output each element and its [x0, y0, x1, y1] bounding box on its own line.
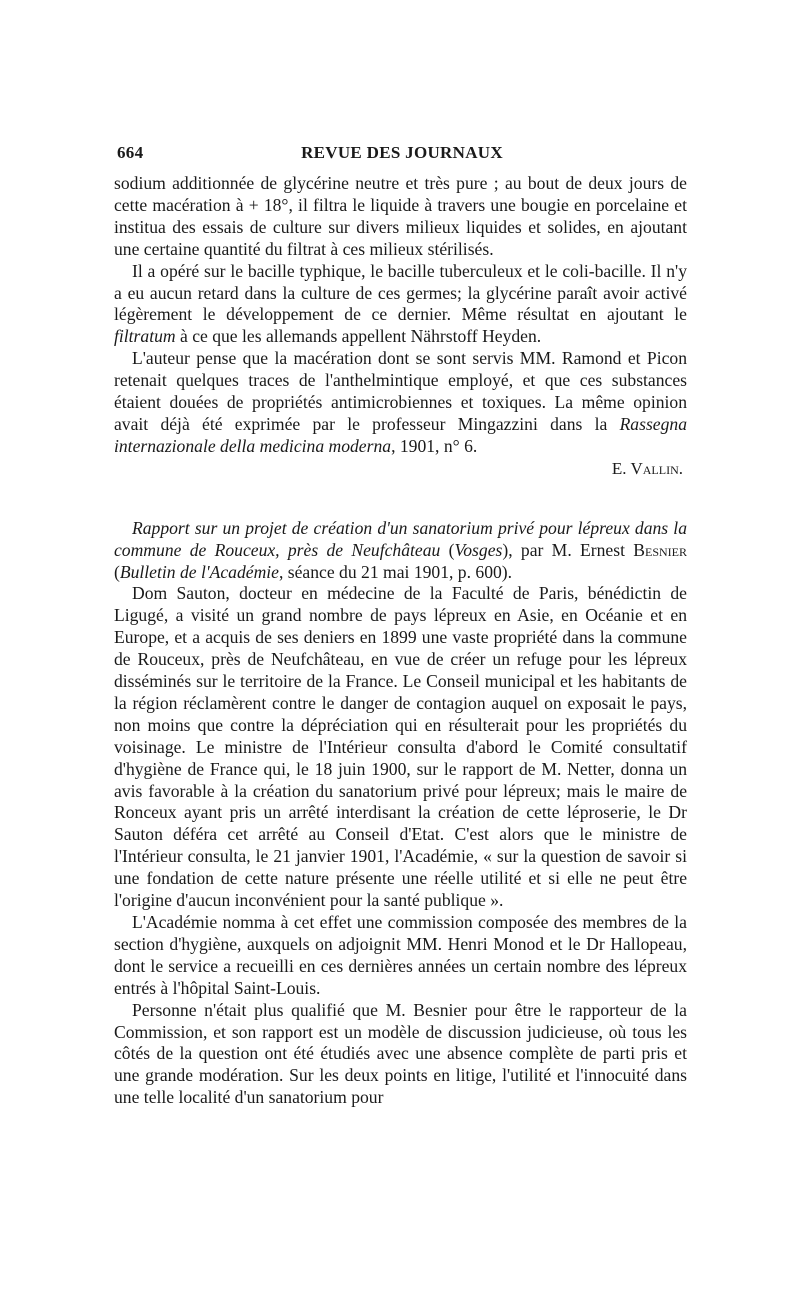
- page-body: [114, 173, 687, 1109]
- article1-paragraph-3: L'auteur pense que la macération dont se sont servis MM. Ramond et Picon retenait quelques traces de l'anthelmintique employé, et que ces substances étaient douées de propriétés antimicrobiennes et toxiques. La même opinion avait déjà été exprimée par le professeur Mingazzini dans la Rassegna internazionale della medicina moderna, 1901, n° 6.: [114, 348, 687, 456]
- journal-title: Rassegna internazionale della medicina moderna: [114, 413, 687, 456]
- article2-paragraph-2: L'Académie nomma à cet effet une commission composée des membres de la section d'hygiène, auxquels on adjoignit MM. Henri Monod et le Dr Hallopeau, dont le service a recueilli en ces dernières années un certain nombre des lépreux entrés à l'hôpital Saint-Louis.: [114, 912, 687, 998]
- italic-term: filtratum: [114, 326, 176, 347]
- article2-heading: Rapport sur un projet de création d'un sanatorium privé pour lépreux dans la commune de Rouceux, près de Neufchâteau (Vosges), par M. Ernest Besnier (Bulletin de l'Académie, séance du 21 mai 1901, p. 600).: [114, 517, 687, 582]
- running-title: REVUE DES JOURNAUX: [301, 143, 503, 162]
- page-number: 664: [117, 143, 144, 162]
- article2-paragraph-1: Dom Sauton, docteur en médecine de la Faculté de Paris, bénédictin de Ligugé, a visité un grand nombre de pays lépreux en Asie, en Océanie et en Europe, et a acquis de ses deniers en 1899 une vaste propriété dans la commune de Rouceux, près de Neufchâteau, en vue de créer un refuge pour les lépreux disséminés sur le territoire de la France. Le Conseil municipal et les habitants de la région réclamèrent contre le danger de contagion auquel on exposait le pays, non moins que contre la dépréciation qui en résulterait pour les propriétés du voisinage. Le ministre de l'Intérieur consulta d'abord le Comité consultatif d'hygiène de France qui, le 18 juin 1900, sur le rapport de M. Netter, donna un avis favorable à la création du sanatorium privé pour lépreux; mais le maire de Ronceux ayant pris un arrêté interdisant la création de cette léproserie, le Dr Sauton déféra cet arrêté au Conseil d'Etat. C'est alors que le ministre de l'Intérieur consulta, le 21 janvier 1901, l'Académie, « sur la question de savoir si une fondation de cette nature présente une réelle utilité et si elle ne peut être l'origine d'aucun inconvénient pour la santé publique ».: [114, 583, 687, 911]
- article1-paragraph-1: sodium additionnée de glycérine neutre et très pure ; au bout de deux jours de cette macération à + 18°, il filtra le liquide à travers une bougie en porcelaine et institua des essais de culture sur divers milieux liquides et solides, en ajoutant une certaine quantité du filtrat à ces milieux stérilisés.: [114, 173, 687, 259]
- section-gap: [114, 480, 687, 518]
- signature: E. Vallin.: [611, 458, 683, 478]
- author-name: Besnier: [633, 539, 687, 560]
- article1-paragraph-2: Il a opéré sur le bacille typhique, le bacille tuberculeux et le coli-bacille. Il n'y a eu aucun retard dans la culture de ces germes; la glycérine paraît avoir activé légèrement le développement de ce dernier. Même résultat en ajoutant le filtratum à ce que les allemands appellent Nährstoff Heyden.: [114, 260, 687, 347]
- article2-paragraph-3: Personne n'était plus qualifié que M. Besnier pour être le rapporteur de la Commission, et son rapport est un modèle de discussion judicieuse, où tous les côtés de la question ont été étudiés avec une absence complète de parti pris et une grande modération. Sur les deux points en litige, l'utilité et l'innocuité dans une telle localité d'un sanatorium pour: [114, 999, 687, 1108]
- running-header: [117, 143, 687, 167]
